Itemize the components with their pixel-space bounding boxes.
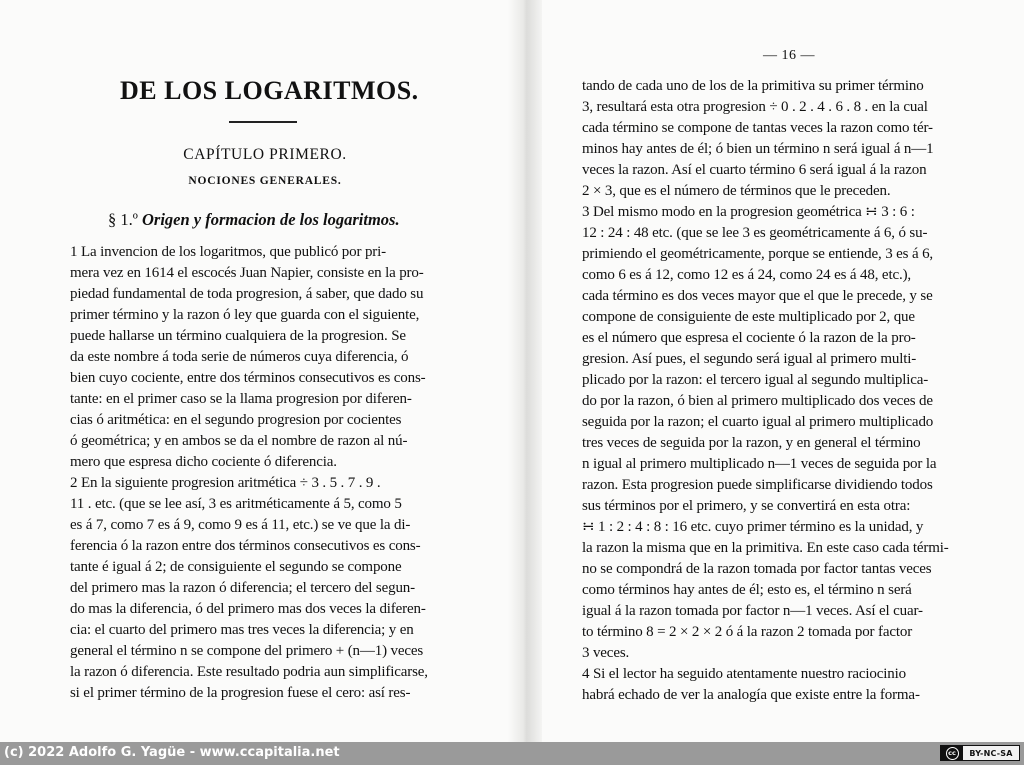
text-line: tres veces de seguida por la razon, y en general el término [582,435,921,451]
chapter-heading: CAPÍTULO PRIMERO. [183,146,347,163]
text-line: do por la razon, ó bien al primero multiplicado dos veces de [582,393,933,409]
text-line: mera vez en 1614 el escocés Juan Napier, consiste en la pro- [70,265,424,281]
text-line: ferencia ó la razon entre dos términos consecutivos es cons- [70,538,421,554]
text-line: como términos hay antes de él; esto es, el término n será [582,582,912,598]
text-line: cias ó aritmética: en el segundo progresion por cocientes [70,412,402,428]
text-line: habrá echado de ver la analogía que existe entre la forma- [582,687,920,703]
page-number: — 16 — [763,48,815,63]
text-line: cada término se compone de tantas veces la razon como tér- [582,120,933,136]
text-line: 2 En la siguiente progresion aritmética ÷ 3 . 5 . 7 . 9 . [70,475,381,491]
text-line: 12 : 24 : 48 etc. (que se lee 3 es geométricamente á 6, ó su- [582,225,928,241]
cc-license-badge[interactable] [940,745,1020,761]
text-line: 1 La invencion de los logaritmos, que publicó por pri- [70,244,386,260]
text-line: gresion. Así pues, el segundo será igual al primero multi- [582,351,917,367]
text-line: to término 8 = 2 × 2 × 2 ó á la razon 2 tomada por factor [582,624,913,640]
footer-bar [0,742,1024,765]
text-line: do mas la diferencia, ó del primero mas dos veces la diferen- [70,601,426,617]
title-rule [229,121,297,123]
left-page-text [70,242,462,704]
text-line: 11 . etc. (que se lee así, 3 es aritméticamente á 5, como 5 [70,496,402,512]
text-line: 3 Del mismo modo en la progresion geométrica ∺ 3 : 6 : [582,204,915,220]
text-line: la razon la misma que en la primitiva. En este caso cada térmi- [582,540,949,556]
text-line: 3, resultará esta otra progresion ÷ 0 . 2 . 4 . 6 . 8 . en la cual [582,99,928,115]
text-line: n igual al primero multiplicado n—1 veces de seguida por la [582,456,937,472]
text-line: seguida por la razon; el cuarto igual al primero multiplicado [582,414,934,430]
chapter-subheading: NOCIONES GENERALES. [188,175,342,187]
text-line: da este nombre á toda serie de números cuya diferencia, ó [70,349,409,365]
text-line: primer término y la razon ó ley que guarda con el siguiente, [70,307,420,323]
right-page-text [582,76,966,706]
text-line: tando de cada uno de los de la primitiva su primer término [582,78,924,94]
text-line: sus términos por el primero, y se convertirá en esta otra: [582,498,911,514]
text-line: tante: en el primer caso se la llama progresion por diferen- [70,391,412,407]
text-line: no se compondrá de la razon tomada por factor tantas veces [582,561,932,577]
text-line: bien cuyo cociente, entre dos términos consecutivos es cons- [70,370,426,386]
text-line: 3 veces. [582,645,630,661]
text-line: es á 7, como 7 es á 9, como 9 es á 11, etc.) se ve que la di- [70,517,411,533]
text-line: ó geométrica; y en ambos se da el nombre de razon al nú- [70,433,408,449]
cc-icon: cc [941,746,963,760]
text-line: puede hallarse un término cualquiera de la progresion. Se [70,328,406,344]
text-line: plicado por la razon: el tercero igual al segundo multiplica- [582,372,929,388]
section-title: Origen y formacion de los logaritmos. [142,210,400,229]
text-line: como 6 es á 12, como 12 es á 24, como 24 es á 48, etc.), [582,267,912,283]
text-line: tante é igual á 2; de consiguiente el segundo se compone [70,559,402,575]
text-line: ∺ 1 : 2 : 4 : 8 : 16 etc. cuyo primer término es la unidad, y [582,519,924,535]
text-line: igual á la razon tomada por factor n—1 veces. Así el cuar- [582,603,923,619]
text-line: del primero mas la razon ó diferencia; el tercero del segun- [70,580,416,596]
copyright-credit: (c) 2022 Adolfo G. Yagüe - www.ccapitalia.net [4,745,340,760]
license-terms: BY-NC-SA [969,748,1013,758]
text-line: 4 Si el lector ha seguido atentamente nuestro raciocinio [582,666,906,682]
text-line: veces la razon. Así el cuarto término 6 será igual á la razon [582,162,927,178]
text-line: compone de consiguiente de este multiplicado por 2, que [582,309,915,325]
section-symbol: § 1.º [108,210,138,229]
text-line: piedad fundamental de toda progresion, á saber, que dado su [70,286,424,302]
book-title: DE LOS LOGARITMOS. [120,76,419,105]
text-line: 2 × 3, que es el número de términos que le preceden. [582,183,891,199]
text-line: mero que espresa dicho cociente ó diferencia. [70,454,337,470]
text-line: minos hay antes de él; ó bien un término n será igual á n—1 [582,141,934,157]
book-gutter [508,0,542,742]
text-line: razon. Esta progresion puede simplificarse dividiendo todos [582,477,933,493]
text-line: cada término es dos veces mayor que el que le precede, y se [582,288,933,304]
text-line: primiendo el geométricamente, porque se entiende, 3 es á 6, [582,246,934,262]
text-line: la razon ó diferencia. Este resultado podria aun simplificarse, [70,664,428,680]
section-heading [108,210,428,230]
text-line: si el primer término de la progresion fuese el cero: así res- [70,685,411,701]
text-line: cia: el cuarto del primero mas tres veces la diferencia; y en [70,622,414,638]
text-line: general el término n se compone del primero + (n—1) veces [70,643,424,659]
text-line: es el número que espresa el cociente ó la razon de la pro- [582,330,916,346]
